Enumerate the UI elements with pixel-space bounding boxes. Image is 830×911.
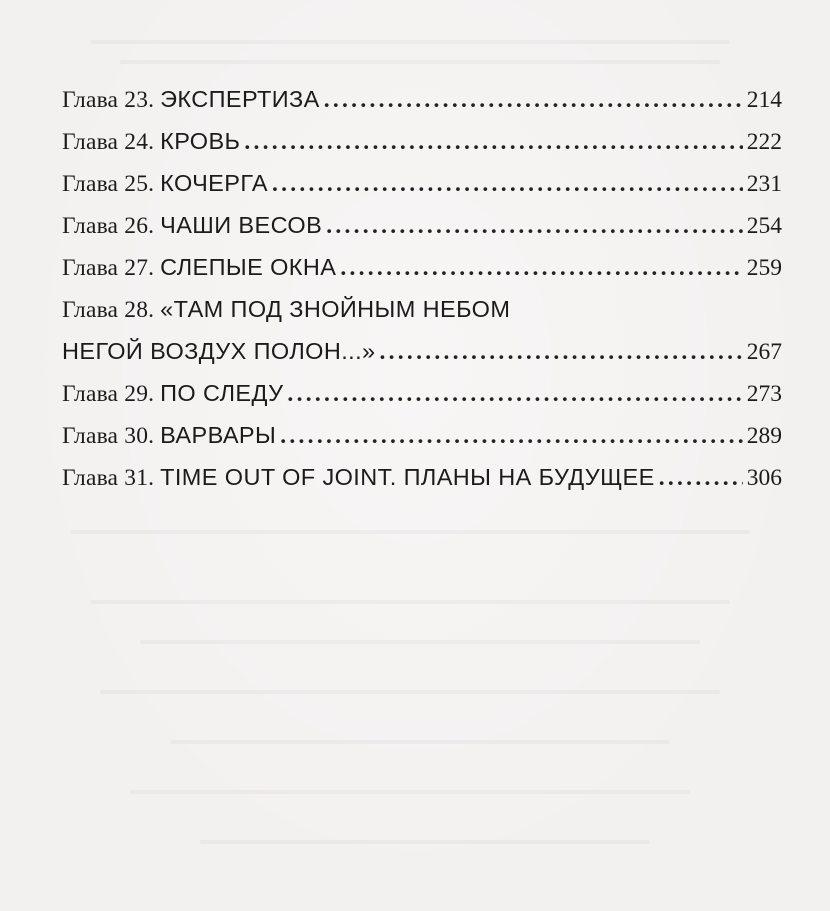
dot-leader	[324, 79, 743, 121]
table-of-contents	[62, 78, 782, 498]
toc-entry[interactable]	[62, 288, 782, 372]
toc-entry[interactable]	[62, 204, 782, 246]
bleed-through-line	[90, 40, 730, 44]
chapter-title-line-1: «ТАМ ПОД ЗНОЙНЫМ НЕБОМ	[160, 296, 511, 322]
chapter-title: КРОВЬ	[160, 128, 241, 154]
page-number: 254	[746, 213, 782, 239]
bleed-through-line	[120, 60, 720, 64]
toc-entry[interactable]	[62, 372, 782, 414]
chapter-number: Глава 31.	[62, 465, 155, 491]
bleed-through-line	[170, 740, 670, 744]
chapter-title: TIME OUT OF JOINT. ПЛАНЫ НА БУДУЩЕЕ	[160, 464, 655, 490]
dot-leader	[326, 205, 743, 247]
toc-entry[interactable]	[62, 246, 782, 288]
toc-entry[interactable]	[62, 162, 782, 204]
dot-leader	[379, 331, 742, 373]
chapter-number: Глава 25.	[62, 171, 155, 197]
page-number: 214	[746, 87, 782, 113]
dot-leader	[280, 415, 743, 457]
bleed-through-line	[130, 790, 690, 794]
toc-entry[interactable]	[62, 456, 782, 498]
chapter-number: Глава 27.	[62, 255, 155, 281]
page-number: 273	[746, 381, 782, 407]
page-number: 259	[746, 255, 782, 281]
toc-entry[interactable]	[62, 414, 782, 456]
toc-entry[interactable]	[62, 78, 782, 120]
chapter-number: Глава 26.	[62, 213, 155, 239]
chapter-title: КОЧЕРГА	[160, 170, 268, 196]
bleed-through-line	[200, 840, 650, 844]
bleed-through-line	[90, 600, 730, 604]
bleed-through-line	[140, 640, 700, 644]
toc-entry[interactable]	[62, 120, 782, 162]
page-number: 306	[746, 465, 782, 491]
dot-leader	[340, 247, 742, 289]
dot-leader	[244, 121, 742, 163]
chapter-number: Глава 30.	[62, 423, 155, 449]
chapter-number: Глава 24.	[62, 129, 155, 155]
chapter-title: ЭКСПЕРТИЗА	[160, 86, 320, 112]
chapter-number: Глава 23.	[62, 87, 155, 113]
chapter-title: ВАРВАРЫ	[160, 422, 277, 448]
page-number: 267	[746, 339, 782, 365]
page-number: 231	[746, 171, 782, 197]
page-number: 289	[746, 423, 782, 449]
chapter-title-line-2: НЕГОЙ ВОЗДУХ ПОЛОН...»	[62, 338, 376, 364]
chapter-number: Глава 28.	[62, 297, 155, 323]
chapter-title: ЧАШИ ВЕСОВ	[160, 212, 323, 238]
bleed-through-line	[100, 690, 720, 694]
chapter-title: СЛЕПЫЕ ОКНА	[160, 254, 337, 280]
chapter-title: ПО СЛЕДУ	[160, 380, 284, 406]
bleed-through-line	[70, 530, 750, 534]
page-number: 222	[746, 129, 782, 155]
dot-leader	[659, 457, 743, 499]
dot-leader	[272, 163, 743, 205]
chapter-number: Глава 29.	[62, 381, 155, 407]
dot-leader	[287, 373, 742, 415]
